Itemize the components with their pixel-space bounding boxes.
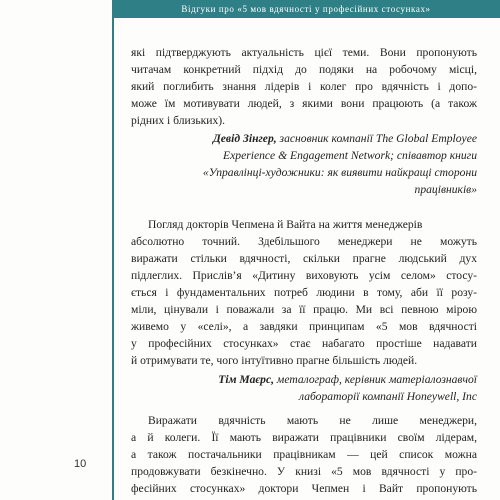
text-line: а також постачальники працівникам — цей список можна <box>131 448 477 461</box>
attribution-1 <box>131 130 477 198</box>
paragraph-1 <box>131 44 477 129</box>
text-line: абсолютно точний. Здебільшого менеджери не можуть <box>131 235 477 248</box>
text-line: підлеглих. Прислів’я «Дитину виховують усім селом» стосу- <box>131 269 477 282</box>
text-line: фесійних стосунках» доктори Чепмен і Вайт пропонують <box>131 482 477 495</box>
running-header: Відгуки про «5 мов вдячності у професійних стосунках» <box>181 4 431 14</box>
attribution-line <box>131 371 477 388</box>
text-line: продовжувати безкінечно. У книзі «5 мов вдячності у про- <box>131 465 477 478</box>
text-line: рідних і близьких). <box>131 114 226 127</box>
text-line: ється і фундаментальних потреб людини в тому, аби її розу- <box>131 286 477 299</box>
text-line: живемо у «селі», а завдяки принципам «5 мов вдячності <box>131 320 477 333</box>
text-line: який поглибить знання лідерів і колег про вдячність і допо- <box>131 80 477 93</box>
attribution-line: «Управлінці-художники: як виявити найкращі сторони <box>202 166 477 179</box>
paragraph-3 <box>131 412 477 497</box>
text-line: які підтверджують актуальність цієї теми. Вони пропонують <box>131 46 477 59</box>
text-line: читачам конкретний підхід до подяки на робочому місці, <box>131 63 477 76</box>
text-line: й отримувати те, чого інтуїтивно прагне більшість людей. <box>131 354 418 367</box>
attribution-name: Девід Зінгер, <box>212 132 277 145</box>
attribution-text: металограф, керівник матеріалознавчої <box>274 373 477 386</box>
attribution-2 <box>131 371 477 405</box>
text-line: Погляд докторів Чепмена й Вайта на життя менеджерів <box>148 218 423 231</box>
text-line: Виражати вдячність мають не лише менеджери, <box>148 414 477 427</box>
text-line: виражати стільки вдячності, скільки прагне людський дух <box>131 252 477 265</box>
attribution-name: Тім Маєрс, <box>218 373 275 386</box>
text-line: у професійних стосунках» стає набагато простіше надавати <box>131 337 477 350</box>
text-line: міли, цінували і поважали за її працю. Ми всі певною мірою <box>131 303 477 316</box>
attribution-line <box>131 130 477 147</box>
text-line: може їм мотивувати людей, з якими вони працюють (а також <box>131 97 477 110</box>
page-number: 10 <box>74 458 87 470</box>
attribution-text: засновник компанії The Global Employee <box>276 132 477 145</box>
text-line: а й колеги. Її мають виражати працівники своїм лідерам, <box>131 431 477 444</box>
margin-rule <box>112 18 114 500</box>
attribution-line: Experience & Engagement Network; співавтор книги <box>223 149 477 162</box>
paragraph-2 <box>131 216 477 369</box>
attribution-line: лабораторії компанії Honeywell, Inc <box>299 390 477 403</box>
attribution-line: працівників» <box>414 183 477 196</box>
